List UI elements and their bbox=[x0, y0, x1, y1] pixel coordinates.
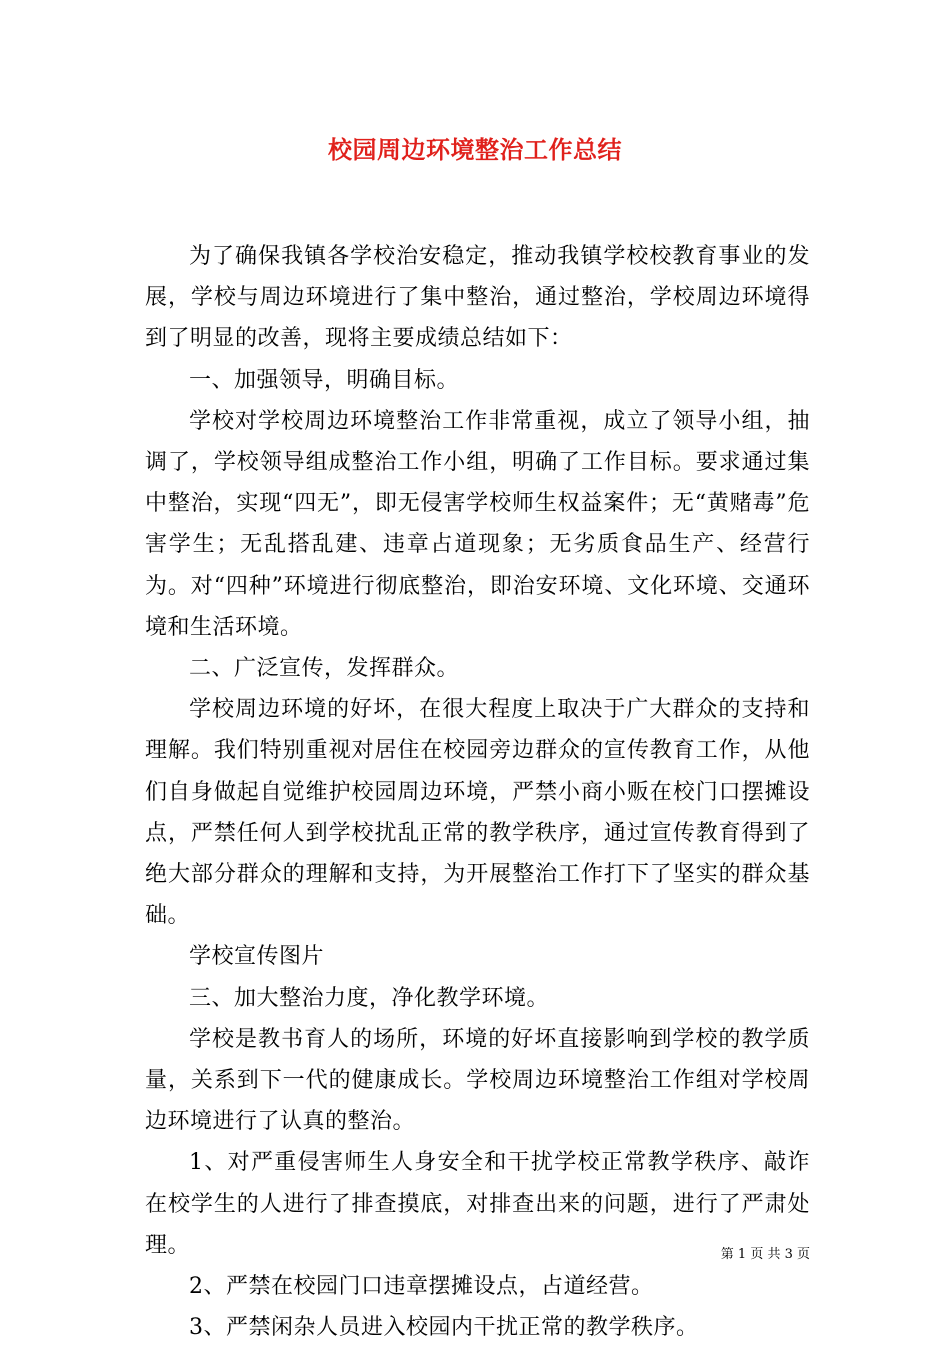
paragraph-section-3: 学校是教书育人的场所，环境的好坏直接影响到学校的教学质量，关系到下一代的健康成长。学校周边环境整治工作组对学校周边环境进行了认真的整治。 bbox=[145, 1026, 810, 1135]
section-heading-3: 三、加大整治力度，净化教学环境。 bbox=[189, 985, 550, 1011]
list-item-2: 2、严禁在校园门口违章摆摊设点，占道经营。 bbox=[189, 1274, 654, 1300]
paragraph-section-2: 学校周边环境的好坏，在很大程度上取决于广大群众的支持和理解。我们特别重视对居住在校园旁边群众的宣传教育工作，从他们自身做起自觉维护校园周边环境，严禁小商小贩在校门口摆摊设点，严禁任何人到学校扰乱正常的教学秩序，通过宣传教育得到了绝大部分群众的理解和支持，为开展整治工作打下了坚实的群众基础。 bbox=[145, 697, 810, 929]
document-body bbox=[145, 236, 810, 1348]
page-number: 第 1 页 共 3 页 bbox=[720, 1247, 810, 1262]
list-item-3: 3、严禁闲杂人员进入校园内干扰正常的教学秩序。 bbox=[189, 1315, 699, 1341]
image-caption: 学校宣传图片 bbox=[189, 944, 325, 970]
document-title: 校园周边环境整治工作总结 bbox=[328, 135, 622, 164]
paragraph-intro: 为了确保我镇各学校治安稳定，推动我镇学校校教育事业的发展，学校与周边环境进行了集中整治，通过整治，学校周边环境得到了明显的改善，现将主要成绩总结如下： bbox=[145, 244, 810, 352]
section-heading-1: 一、加强领导，明确目标。 bbox=[189, 367, 460, 393]
list-item-1: 1、对严重侵害师生人身安全和干扰学校正常教学秩序、敲诈在校学生的人进行了排查摸底，对排查出来的问题，进行了严肃处理。 bbox=[145, 1150, 810, 1258]
section-heading-2: 二、广泛宣传，发挥群众。 bbox=[189, 656, 460, 682]
paragraph-section-1: 学校对学校周边环境整治工作非常重视，成立了领导小组，抽调了，学校领导组成整治工作小组，明确了工作目标。要求通过集中整治，实现“四无”，即无侵害学校师生权益案件；无“黄赌毒”危害学生；无乱搭乱建、违章占道现象；无劣质食品生产、经营行为。对“四种”环境进行彻底整治，即治安环境、文化环境、交通环境和生活环境。 bbox=[145, 408, 810, 640]
